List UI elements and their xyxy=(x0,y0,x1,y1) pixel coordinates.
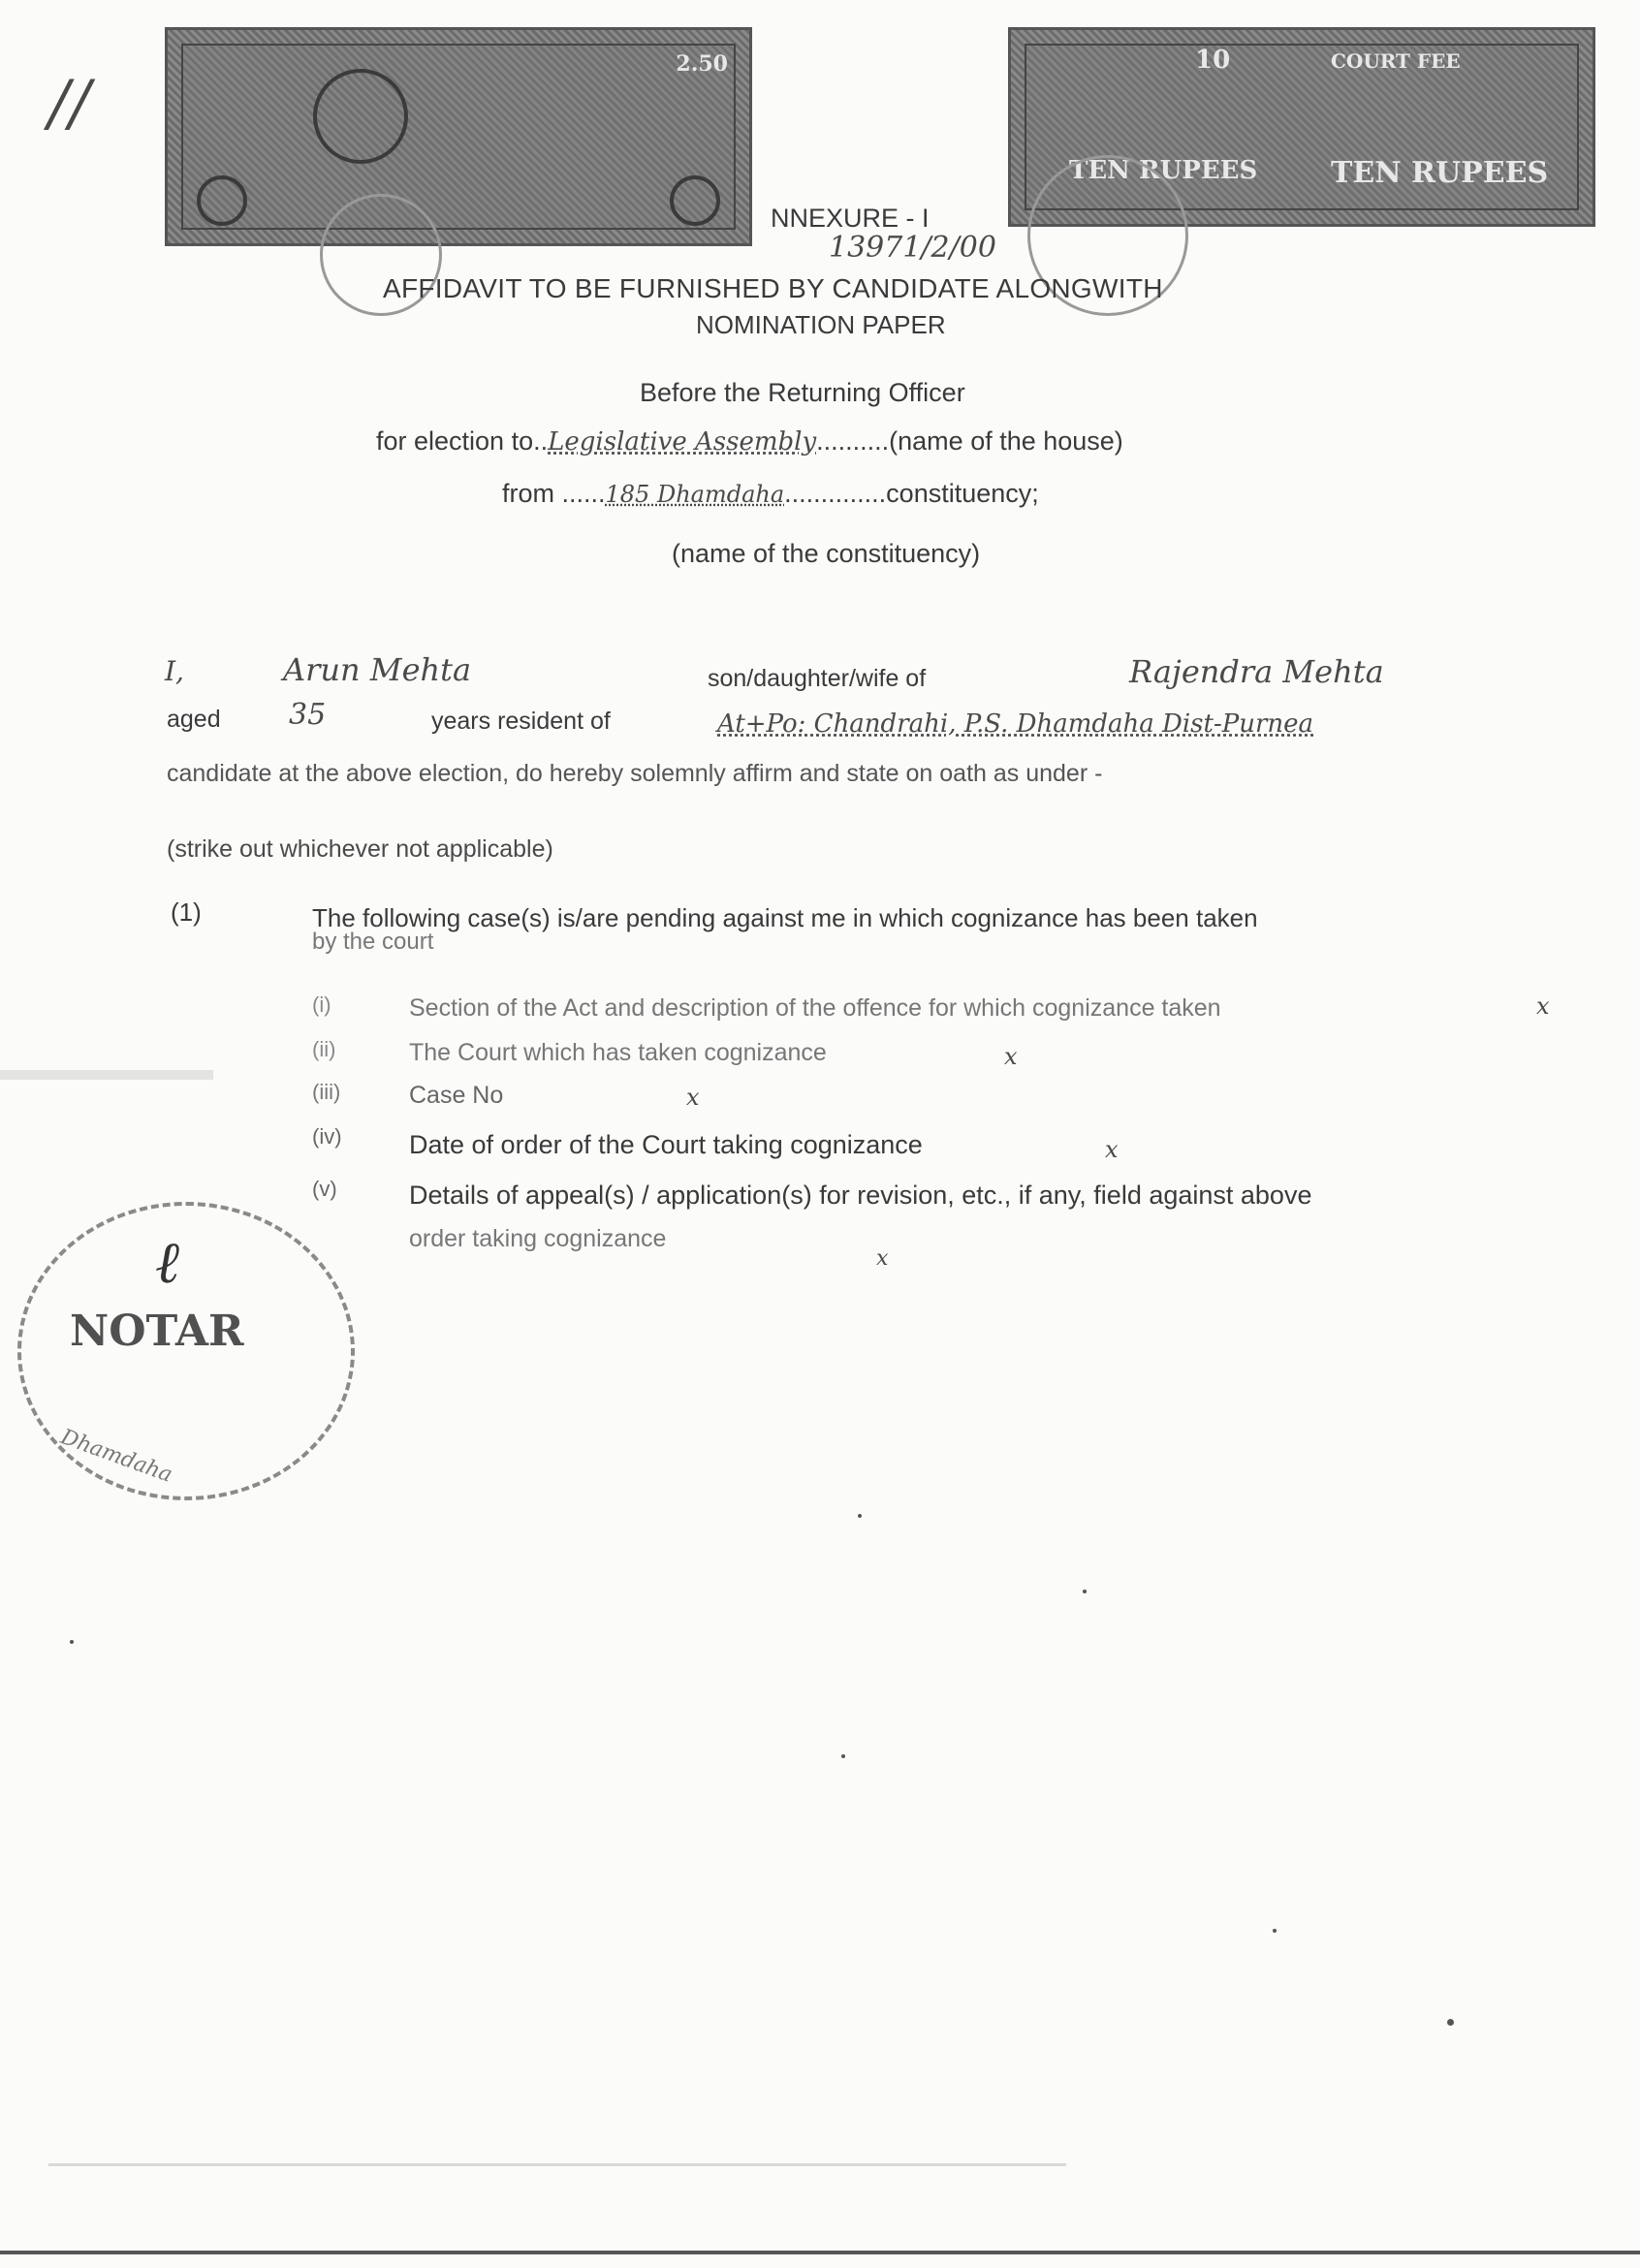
election-line xyxy=(376,426,1123,457)
notary-signature: ℓ xyxy=(155,1229,179,1297)
constituency-filled: 185 Dhamdaha xyxy=(605,481,785,508)
resident-label: years resident of xyxy=(431,708,611,735)
oath-statement: candidate at the above election, do hereby solemnly affirm and state on oath as under - xyxy=(167,760,1103,787)
subitem-text: Section of the Act and description of the offence for which cognizance taken xyxy=(409,994,1221,1022)
cross-mark: x xyxy=(1105,1136,1119,1163)
reference-number: 13971/2/00 xyxy=(829,231,996,265)
returning-officer-line: Before the Returning Officer xyxy=(640,378,965,407)
stamp-right-text-1: COURT FEE xyxy=(1331,49,1461,73)
aged-label: aged xyxy=(167,706,221,733)
relation-name: Rajendra Mehta xyxy=(1129,653,1384,690)
cross-mark: x xyxy=(686,1084,700,1111)
affidavit-title-line1: AFFIDAVIT TO BE FURNISHED BY CANDIDATE ALONGWITH xyxy=(383,273,1163,303)
wheel-icon xyxy=(670,175,720,226)
scan-line xyxy=(48,2163,1066,2166)
item-text-line2: by the court xyxy=(312,929,434,955)
page-bottom-edge xyxy=(0,2251,1640,2254)
election-dots: .. xyxy=(533,426,549,456)
subitem-text-line2: order taking cognizance xyxy=(409,1225,667,1252)
stamp-right-value: 10 xyxy=(1195,46,1231,75)
scan-speck xyxy=(858,1514,862,1518)
strike-note: (strike out whichever not applicable) xyxy=(167,835,553,863)
subitem-label: (i) xyxy=(312,992,331,1017)
stamp-right-text-2: TEN RUPEES xyxy=(1069,156,1258,185)
subitem-text: Details of appeal(s) / application(s) for revision, etc., if any, field against above xyxy=(409,1181,1312,1210)
election-prefix: for election to xyxy=(376,426,534,456)
item-text-line1: The following case(s) is/are pending against me in which cognizance has been taken xyxy=(312,903,1258,932)
relation-label: son/daughter/wife of xyxy=(708,665,927,692)
court-fee-stamp-left xyxy=(165,27,752,246)
wheel-icon xyxy=(197,175,247,226)
affidavit-title-line2: NOMINATION PAPER xyxy=(696,310,946,339)
declarant-age: 35 xyxy=(289,698,327,732)
notary-seal-text: NOTAR xyxy=(70,1307,244,1356)
item-number: (1) xyxy=(171,898,202,927)
election-suffix: ..........(name of the house) xyxy=(816,426,1123,456)
subitem-text: The Court which has taken cognizance xyxy=(409,1039,827,1066)
from-suffix: ..............constituency; xyxy=(784,479,1039,508)
subitem-text: Case No xyxy=(409,1082,504,1109)
emblem-icon xyxy=(313,69,408,164)
cross-mark: x xyxy=(1536,992,1550,1020)
from-prefix: from ...... xyxy=(502,479,606,508)
declarant-address: At+Po: Chandrahi, P.S. Dhamdaha Dist-Purnea xyxy=(717,709,1314,739)
subitem-label: (v) xyxy=(312,1177,337,1201)
declarant-name: Arun Mehta xyxy=(283,651,472,688)
stamp-left-value: 2.50 xyxy=(676,51,728,77)
notary-ring-text: Dhamdaha xyxy=(57,1425,175,1488)
cross-mark: x xyxy=(1004,1043,1018,1070)
subitem-text: Date of order of the Court taking cognizance xyxy=(409,1130,923,1159)
constituency-note: (name of the constituency) xyxy=(672,539,981,568)
stamp-right-text-3: TEN RUPEES xyxy=(1331,156,1549,190)
scan-speck xyxy=(841,1754,845,1758)
declarant-prefix: I, xyxy=(165,655,184,687)
scan-line xyxy=(0,1070,213,1080)
subitem-label: (iii) xyxy=(312,1080,341,1104)
margin-mark: // xyxy=(48,68,91,140)
scan-speck xyxy=(1447,2019,1454,2026)
cross-mark: x xyxy=(876,1246,889,1271)
scan-speck xyxy=(70,1640,74,1644)
annexure-label: NNEXURE - I xyxy=(771,204,930,233)
scan-speck xyxy=(1273,1929,1277,1933)
subitem-label: (iv) xyxy=(312,1124,342,1149)
scan-speck xyxy=(1083,1590,1087,1593)
constituency-line xyxy=(502,479,1039,509)
election-house-filled: Legislative Assembly xyxy=(548,427,817,457)
subitem-label: (ii) xyxy=(312,1037,336,1061)
